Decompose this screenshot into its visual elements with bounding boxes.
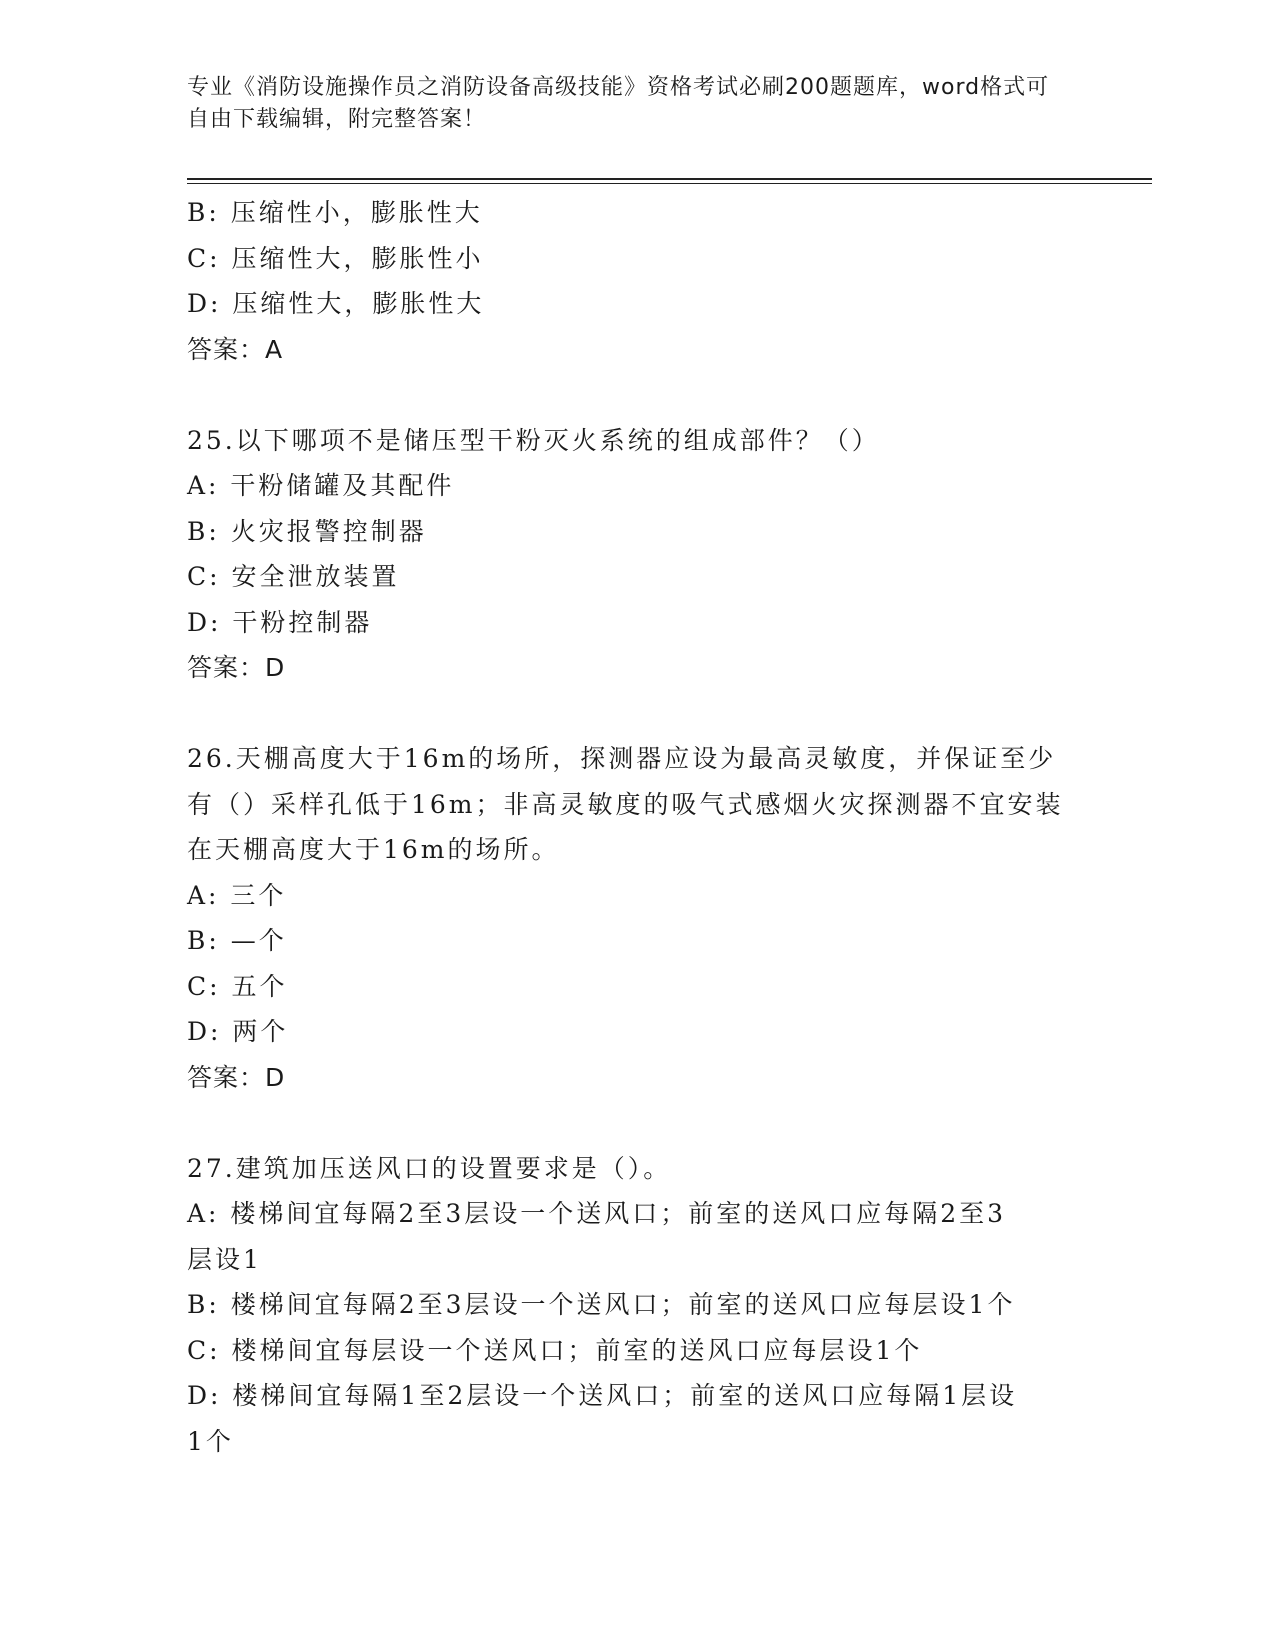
answer-line: 答案：D: [187, 653, 286, 682]
option-d-line-2: 1个: [187, 1426, 234, 1456]
question-stem-line-2: 有（）采样孔低于16m；非高灵敏度的吸气式感烟火灾探测器不宜安装: [187, 789, 1064, 819]
option-d-line-1: D: 楼梯间宜每隔1至2层设一个送风口；前室的送风口应每隔1层设: [187, 1381, 1018, 1410]
header-rule-thick: [187, 178, 1152, 180]
question-list: [187, 190, 1087, 1464]
spacer: [187, 691, 1087, 737]
question-stem-line-1: 26.天棚高度大于16m的场所，探测器应设为最高灵敏度，并保证至少: [187, 744, 1057, 773]
question-25: [187, 418, 1087, 691]
option-a-line-1: A: 楼梯间宜每隔2至3层设一个送风口；前室的送风口应每隔2至3: [187, 1199, 1007, 1228]
option-d: D: 压缩性大，膨胀性大: [187, 289, 485, 318]
header-rule-thin: [187, 183, 1152, 184]
option-b: B: 楼梯间宜每隔2至3层设一个送风口；前室的送风口应每层设1个: [187, 1290, 1016, 1319]
option-a: A: 三个: [187, 880, 287, 910]
option-b: B: 压缩性小，膨胀性大: [187, 198, 483, 227]
question-24-fragment: [187, 190, 1087, 372]
question-stem: 27.建筑加压送风口的设置要求是（）。: [187, 1153, 672, 1183]
document-header: 专业《消防设施操作员之消防设备高级技能》资格考试必刷200题题库，word格式可自由下载编辑，附完整答案！: [187, 75, 1050, 132]
option-b: B: —个: [187, 926, 287, 955]
option-d: D: 干粉控制器: [187, 607, 373, 637]
option-b: B: 火灾报警控制器: [187, 516, 427, 546]
option-a: A: 干粉储罐及其配件: [187, 471, 455, 500]
question-stem: 25.以下哪项不是储压型干粉灭火系统的组成部件？（）: [187, 425, 880, 455]
answer-line: 答案：D: [187, 1062, 286, 1092]
option-c: C: 五个: [187, 971, 288, 1001]
option-d: D: 两个: [187, 1017, 289, 1046]
option-c: C: 楼梯间宜每层设一个送风口；前室的送风口应每层设1个: [187, 1335, 923, 1365]
question-stem-line-3: 在天棚高度大于16m的场所。: [187, 835, 560, 864]
spacer: [187, 1100, 1087, 1146]
option-c: C: 安全泄放装置: [187, 562, 400, 591]
option-a-line-2: 层设1: [187, 1244, 262, 1274]
question-26: [187, 736, 1087, 1100]
question-27: [187, 1146, 1087, 1465]
answer-line: 答案：A: [187, 334, 284, 364]
option-c: C: 压缩性大，膨胀性小: [187, 243, 484, 273]
spacer: [187, 372, 1087, 418]
